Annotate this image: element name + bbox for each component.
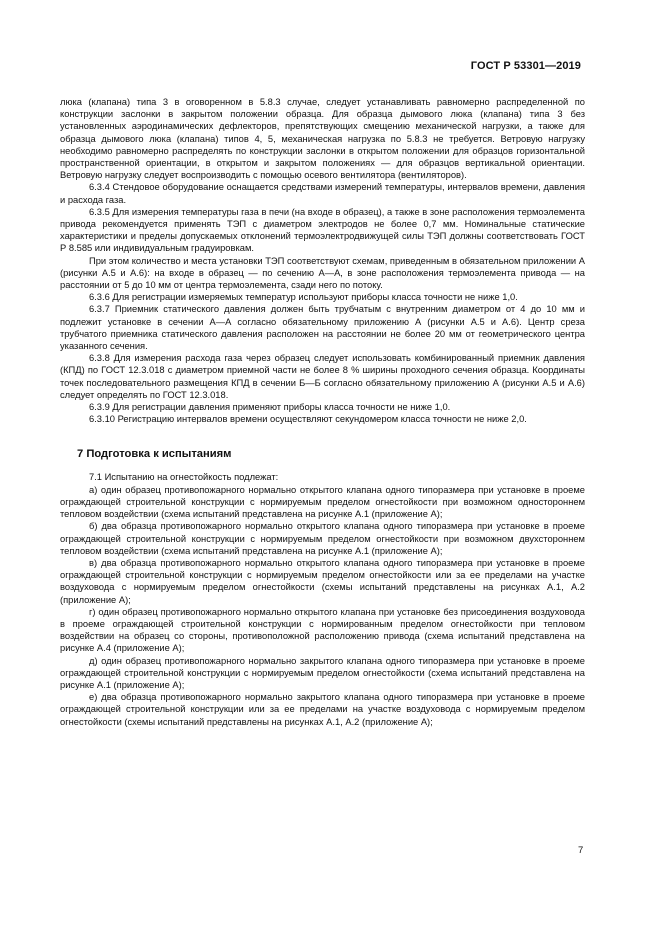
paragraph-continuation: люка (клапана) типа 3 в оговоренном в 5.8.3 случае, следует устанавливать равномерно распределенной по конструкции заслонки в закрытом положении образца. Для образца дымового люка (клапана) типа 3 без установленных аэродинамических дефлекторов, препятствующих смещению механической нагрузки, а также для образца дымового люка (клапана) типов 4, 5, механическая нагрузка по 5.8.3 не требуется. Ветровую нагрузку необходимо равномерно распределять по конструкции заслонки в открытом положении для образцов горизонтальной пространственной ориентации, в открытом и закрытом положениях — для образцов вертикальной ориентации. Ветровую нагрузку следует воспроизводить с помощью осевого вентилятора (вентиляторов). bbox=[60, 97, 585, 181]
paragraph-6-3-8: 6.3.8 Для измерения расхода газа через образец следует использовать комбинированный приемник давления (КПД) по ГОСТ 12.3.018 с диаметром приемной части не более 8 % ширины проходного сечения образца. Координаты точек последовательного размещения КПД в сечении Б—Б согласно обязательному приложению А (рисунки А.5 и А.6) следует определять по ГОСТ 12.3.018. bbox=[60, 353, 585, 400]
paragraph-6-3-10: 6.3.10 Регистрацию интервалов времени осуществляют секундомером класса точности не ниже 2,0. bbox=[89, 414, 527, 425]
paragraph-7-1: 7.1 Испытанию на огнестойкость подлежат: bbox=[89, 472, 279, 483]
list-item-d: д) один образец противопожарного нормально закрытого клапана одного типоразмера при установке в проеме ограждающей строительной конструкции с нормируемым пределом огнестойкости (схема испытаний представлена на рисунке А.1 (приложение А); bbox=[60, 655, 585, 690]
paragraph-6-3-4: 6.3.4 Стендовое оборудование оснащается средствами измерений температуры, интервалов времени, давления и расхода газа. bbox=[60, 182, 585, 205]
paragraph-6-3-6: 6.3.6 Для регистрации измеряемых температур используют приборы класса точности не ниже 1,0. bbox=[89, 292, 518, 303]
paragraph-6-3-5: 6.3.5 Для измерения температуры газа в печи (на входе в образец), а также в зоне расположения термоэлемента привода рекомендуется применять ТЭП с диаметром электродов не более 0,7 мм. Номинальные статические характеристики и пределы допускаемых отклонений термоэлектродвижущей силы ТЭП должны соответствовать ГОСТ Р 8.585 или индивидуальным градуировкам. bbox=[60, 206, 585, 254]
list-item-e: е) два образца противопожарного нормально закрытого клапана одного типоразмера при установке в проеме ограждающей строительной конструкции или за ее пределами на участке воздуховода с нормируемым пределом огнестойкости (схемы испытаний представлены на рисунках А.1, А.2 (приложение А); bbox=[60, 692, 585, 727]
list-item-a: а) один образец противопожарного нормально открытого клапана одного типоразмера при установке в проеме ограждающей строительной конструкции с нормируемым пределом огнестойкости при возможном одностороннем тепловом воздействии (схема испытаний представлена на рисунке А.1 (приложение А); bbox=[60, 484, 585, 520]
list-item-v: в) два образца противопожарного нормально открытого клапана одного типоразмера при установке в проеме ограждающей строительной конструкции с нормируемым пределом огнестойкости или за ее пределами на участке воздуховода с нормируемым пределом огнестойкости (схемы испытаний представлены на рисунках А.1, А.2 (приложение А); bbox=[60, 557, 585, 605]
section-heading: 7 Подготовка к испытаниям bbox=[77, 448, 232, 461]
paragraph-6-3-9: 6.3.9 Для регистрации давления применяют приборы класса точности не ниже 1,0. bbox=[89, 402, 451, 413]
list-item-g: г) один образец противопожарного нормально открытого клапана при установке без присоединения воздуховода в проеме ограждающей строительной конструкции с нормированным пределом огнестойкости при тепловом воздействии на образец со стороны, противоположной расположению привода (схема испытаний представлена на рисунке А.4 (приложение А); bbox=[60, 606, 585, 654]
paragraph-tep-placement: При этом количество и места установки ТЭП соответствуют схемам, приведенным в обязательном приложении А (рисунки А.5 и А.6): на входе в образец — по сечению А—А, в зоне расположения термоэлемента привода — на расстоянии от 5 до 10 мм от центра термоэлемента, сзади него по потоку. bbox=[60, 255, 585, 291]
paragraph-6-3-7: 6.3.7 Приемник статического давления должен быть трубчатым с внутренним диаметром от 4 до 10 мм и подлежит установке в сечении А—А согласно обязательному приложению А (рисунки А.5 и А.6). Центр среза трубчатого приемника статического давления расположен на расстоянии не более 20 мм от геометрического центра указанного сечения. bbox=[60, 304, 585, 352]
document-header: ГОСТ Р 53301—2019 bbox=[470, 60, 581, 72]
page-content bbox=[60, 96, 585, 728]
page-number: 7 bbox=[578, 845, 584, 856]
list-item-b: б) два образца противопожарного нормально открытого клапана одного типоразмера при установке в проеме ограждающей строительной конструкции с нормируемым пределом огнестойкости при возможном двухстороннем тепловом воздействии (схема испытаний представлена на рисунке А.1 (приложение А); bbox=[60, 521, 585, 556]
